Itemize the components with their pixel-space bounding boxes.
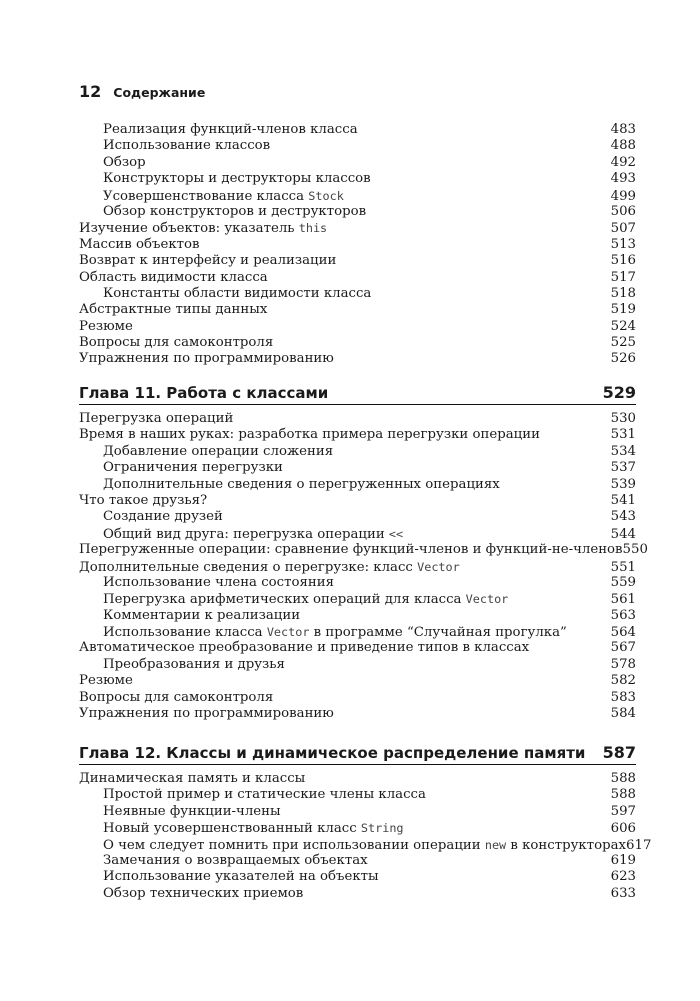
toc-entry[interactable]	[79, 837, 652, 853]
chapter-page-number: 587	[602, 743, 636, 762]
toc-entry[interactable]	[79, 460, 636, 476]
toc-entry-code: Vector	[465, 592, 509, 607]
toc-entry-label	[79, 286, 371, 302]
toc-entry[interactable]	[79, 640, 636, 656]
toc-entry[interactable]	[79, 188, 636, 204]
toc-entry-text-after: в программе “Случайная прогулка”	[309, 625, 567, 641]
toc-entry-label	[79, 559, 460, 576]
toc-entry-label	[79, 220, 327, 237]
toc-entry-label	[79, 444, 333, 460]
toc-entry-page: 539	[610, 476, 636, 492]
toc-entry-page: 606	[610, 821, 636, 837]
toc-entry-text: Реализация функций-членов класса	[103, 122, 358, 137]
toc-entry-label	[79, 640, 529, 656]
toc-entry-page: 543	[610, 509, 636, 525]
toc-entry-label	[79, 509, 223, 525]
toc-entry-label	[79, 335, 273, 351]
toc-entry-page: 561	[610, 592, 636, 608]
toc-entry-page: 534	[610, 443, 636, 459]
toc-entry-code: Vector	[266, 625, 310, 640]
toc-entry-text: Новый усовершенствованный класс	[103, 821, 361, 837]
toc-entry-label	[79, 886, 303, 902]
toc-entry-label	[79, 657, 285, 673]
toc-entry-text: Добавление операции сложения	[103, 443, 334, 459]
toc-entry-text: Динамическая память и классы	[79, 771, 306, 786]
toc-entry[interactable]	[79, 526, 636, 542]
toc-entry-page: 530	[610, 411, 636, 426]
toc-entry[interactable]	[79, 335, 636, 351]
toc-entry[interactable]	[79, 542, 648, 558]
toc-entry[interactable]	[79, 804, 636, 820]
toc-entry-page: 633	[610, 885, 636, 901]
toc-entry-page: 524	[610, 318, 636, 334]
toc-entry[interactable]	[79, 477, 636, 493]
toc-entry-label	[79, 477, 500, 493]
toc-entry-text: Обзор	[103, 154, 146, 170]
toc-entry-text: Автоматическое преобразование и приведение типов в классах	[79, 640, 530, 656]
toc-entry[interactable]	[79, 820, 636, 836]
toc-entry-page: 597	[610, 803, 636, 819]
toc-entry-page: 516	[610, 253, 636, 269]
running-head	[79, 82, 205, 101]
toc-entry[interactable]	[79, 624, 636, 640]
toc-entry-page: 617	[626, 837, 652, 853]
toc-entry-code: this	[298, 221, 328, 236]
toc-entry[interactable]	[79, 138, 636, 154]
toc-entry[interactable]	[79, 559, 636, 575]
toc-entry-text: Конструкторы и деструкторы классов	[103, 171, 371, 187]
toc-entry-text: Преобразования и друзья	[103, 656, 285, 672]
toc-entry-page: 506	[610, 203, 636, 219]
toc-entry-label	[79, 188, 344, 205]
toc-entry[interactable]	[79, 853, 636, 869]
toc-entry-code: String	[360, 821, 404, 836]
toc-entry-text: Комментарии к реализации	[103, 607, 301, 623]
toc-entry-page: 492	[610, 154, 636, 170]
toc-entry-page: 531	[610, 427, 636, 443]
toc-entry-page: 519	[610, 302, 636, 318]
toc-entry-text: Область видимости класса	[79, 269, 268, 285]
toc-entry[interactable]	[79, 302, 636, 318]
toc-entry[interactable]	[79, 427, 636, 443]
toc-entry[interactable]	[79, 220, 636, 236]
toc-entry-page: 526	[610, 351, 636, 367]
toc-entry-text-after: в конструкторах	[506, 837, 627, 853]
toc-entry-page: 493	[610, 171, 636, 187]
toc-entry-text: Резюме	[79, 318, 133, 334]
toc-entry-label	[79, 204, 366, 220]
toc-entry-text: Использование указателей на объекты	[103, 869, 379, 885]
toc-entry-text: Время в наших руках: разработка примера перегрузки операции	[79, 427, 540, 443]
toc-entry-page: 488	[610, 138, 636, 154]
toc-entry[interactable]	[79, 608, 636, 624]
toc-section-continued	[79, 122, 636, 368]
toc-entry-code: <<	[388, 526, 404, 541]
toc-entry-page: 517	[610, 269, 636, 285]
toc-entry[interactable]	[79, 575, 636, 591]
toc-entry-text: Замечания о возвращаемых объектах	[103, 852, 368, 868]
toc-entry[interactable]	[79, 509, 636, 525]
toc-entry-page: 537	[610, 460, 636, 476]
toc-entry-label	[79, 706, 334, 722]
toc-entry-code: Stock	[308, 188, 344, 203]
toc-entry-text: Массив объектов	[79, 236, 200, 252]
toc-entry-page: 588	[610, 787, 636, 803]
toc-entry-text: Усовершенствование класса	[103, 188, 309, 204]
toc-entry-label	[79, 853, 368, 869]
toc-entry-page: 619	[610, 852, 636, 868]
toc-entry-label	[79, 771, 305, 787]
toc-entry-label	[79, 171, 371, 187]
toc-entry-text: Создание друзей	[103, 509, 223, 525]
toc-entry-page: 582	[610, 673, 636, 689]
toc-entry-label	[79, 673, 133, 689]
toc-entry[interactable]	[79, 237, 636, 253]
toc-chapter-12	[79, 742, 652, 902]
toc-entry-page: 550	[622, 542, 648, 558]
toc-entry[interactable]	[79, 171, 636, 187]
toc-entry[interactable]	[79, 444, 636, 460]
toc-entry[interactable]	[79, 706, 636, 722]
toc-entry-label	[79, 869, 379, 885]
toc-entry[interactable]	[79, 253, 636, 269]
toc-entry-page: 507	[610, 221, 636, 237]
toc-entry-text: Возврат к интерфейсу и реализации	[79, 253, 337, 269]
toc-entry-text: Обзор технических приемов	[103, 885, 304, 901]
toc-entry-label	[79, 493, 207, 509]
toc-entry-page: 588	[610, 771, 636, 786]
toc-entry-text: Упражнения по программированию	[79, 351, 334, 367]
toc-entry-text: Ограничения перегрузки	[103, 460, 283, 476]
toc-entry-page: 525	[610, 335, 636, 351]
toc-entry[interactable]	[79, 869, 636, 885]
toc-entry-text: Изучение объектов: указатель	[79, 221, 299, 237]
toc-entry[interactable]	[79, 690, 636, 706]
toc-entry-label	[79, 351, 334, 367]
toc-entry-page: 513	[610, 236, 636, 252]
toc-entry-label	[79, 820, 404, 837]
toc-entry-page: 567	[610, 640, 636, 656]
toc-entry[interactable]	[79, 771, 636, 787]
toc-entry-page: 584	[610, 706, 636, 722]
toc-entry-text: Резюме	[79, 673, 133, 689]
toc-entry-page: 578	[610, 656, 636, 672]
toc-entry-label	[79, 575, 334, 591]
toc-entry-text: Дополнительные сведения о перегруженных операциях	[103, 476, 500, 492]
toc-entry-text: Константы области видимости класса	[103, 285, 372, 301]
toc-entry-text: Неявные функции-члены	[103, 803, 281, 819]
toc-entry-label	[79, 608, 300, 624]
chapter-title: Глава 12. Классы и динамическое распределение памяти	[79, 744, 586, 762]
toc-entry[interactable]	[79, 122, 636, 138]
toc-entry-page: 559	[610, 574, 636, 590]
chapter-heading[interactable]	[79, 742, 636, 765]
toc-entry-text: Вопросы для самоконтроля	[79, 335, 274, 351]
toc-entry-page: 623	[610, 869, 636, 885]
toc-entry[interactable]	[79, 286, 636, 302]
toc-entry[interactable]	[79, 657, 636, 673]
toc-entry-page: 499	[610, 188, 636, 204]
toc-entry-text: Перегрузка операций	[79, 411, 234, 426]
toc-entry-label	[79, 526, 403, 543]
toc-entry-text: Вопросы для самоконтроля	[79, 689, 274, 705]
toc-entry-page: 563	[610, 607, 636, 623]
toc-entry[interactable]	[79, 155, 636, 171]
toc-entry[interactable]	[79, 319, 636, 335]
toc-entry-text: Использование класса	[103, 625, 267, 641]
toc-entry-label	[79, 460, 283, 476]
toc-entry-label	[79, 411, 233, 427]
toc-entry[interactable]	[79, 270, 636, 286]
toc-entry-page: 518	[610, 285, 636, 301]
page-number: 12	[79, 82, 102, 101]
toc-entry-code: new	[484, 837, 507, 852]
toc-entry-page: 483	[610, 122, 636, 137]
toc-entry-label	[79, 804, 281, 820]
toc-chapter-11	[79, 382, 648, 722]
chapter-heading[interactable]	[79, 382, 636, 405]
toc-entry-page: 544	[610, 526, 636, 542]
toc-entry-page: 541	[610, 492, 636, 508]
toc-entry-text: Абстрактные типы данных	[79, 302, 268, 318]
toc-entry-label	[79, 591, 508, 608]
toc-entry-label	[79, 155, 146, 171]
toc-entry-text: Дополнительные сведения о перегрузке: класс	[79, 559, 418, 575]
toc-entry-label	[79, 319, 133, 335]
toc-entry-text: Перегрузка арифметических операций для класса	[103, 592, 466, 608]
chapter-title: Глава 11. Работа с классами	[79, 384, 329, 402]
chapter-page-number: 529	[602, 383, 636, 402]
toc-entry-text: Использование члена состояния	[103, 574, 334, 590]
toc-entry-label	[79, 270, 268, 286]
toc-entry-text: Что такое друзья?	[79, 492, 208, 508]
running-title: Содержание	[113, 85, 206, 100]
toc-entry-label	[79, 624, 567, 641]
toc-entry[interactable]	[79, 886, 636, 902]
toc-entry-label	[79, 837, 626, 854]
toc-entry-text: Общий вид друга: перегрузка операции	[103, 526, 389, 542]
toc-entry[interactable]	[79, 493, 636, 509]
toc-entry-label	[79, 122, 358, 138]
toc-entry[interactable]	[79, 411, 636, 427]
toc-entry-label	[79, 237, 200, 253]
toc-entry[interactable]	[79, 204, 636, 220]
toc-entry-label	[79, 138, 270, 154]
toc-entry[interactable]	[79, 591, 636, 607]
toc-entry-label	[79, 427, 540, 443]
toc-entry-label	[79, 253, 336, 269]
toc-entry-text: Перегруженные операции: сравнение функций-членов и функций-не-членов	[79, 542, 623, 558]
toc-entry-page: 551	[610, 559, 636, 575]
toc-entry-label	[79, 787, 426, 803]
toc-entry[interactable]	[79, 673, 636, 689]
toc-entry-text: Простой пример и статические члены класса	[103, 787, 426, 803]
toc-entry[interactable]	[79, 787, 636, 803]
toc-entry-label	[79, 302, 267, 318]
toc-entry-page: 583	[610, 689, 636, 705]
toc-entry-code: Vector	[417, 559, 460, 574]
toc-entry-text: О чем следует помнить при использовании операции	[103, 837, 485, 853]
toc-entry-text: Использование классов	[103, 138, 271, 154]
toc-entry[interactable]	[79, 351, 636, 367]
toc-entry-text: Упражнения по программированию	[79, 706, 334, 722]
toc-entry-page: 564	[610, 625, 636, 641]
toc-entry-label	[79, 690, 273, 706]
toc-entry-text: Обзор конструкторов и деструкторов	[103, 203, 367, 219]
toc-entry-label	[79, 542, 623, 558]
